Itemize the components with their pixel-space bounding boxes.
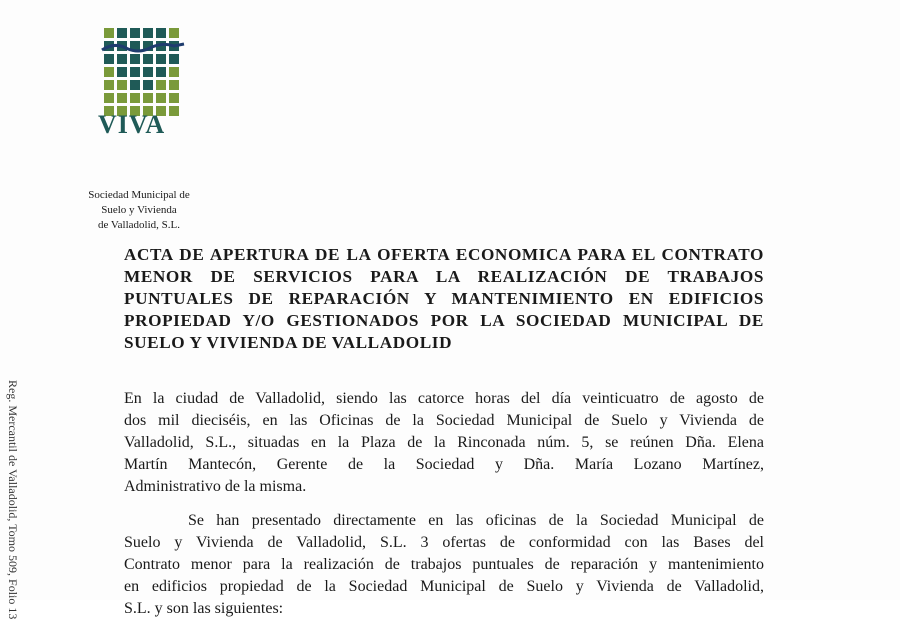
logo-tile: [117, 93, 127, 103]
logo-tile: [156, 28, 166, 38]
logo-tile: [156, 93, 166, 103]
logo-tile: [169, 93, 179, 103]
logo-tile: [169, 54, 179, 64]
title-line: MENOR DE SERVICIOS PARA LA REALIZACIÓN DE TRABAJOS: [124, 267, 764, 286]
logo-tile: [130, 67, 140, 77]
paragraph-meeting: [124, 388, 764, 498]
body-line: Contrato menor para la realización de trabajos puntuales de reparación y mantenimiento: [124, 556, 764, 573]
logo-tile: [130, 93, 140, 103]
logo-tile: [143, 54, 153, 64]
logo-tile: [104, 67, 114, 77]
logo-wordmark: VIVA: [98, 110, 166, 139]
logo-tile: [130, 80, 140, 90]
body-line: Se han presentado directamente en las oficinas de la Sociedad Municipal de: [188, 512, 764, 529]
logo-tile: [156, 80, 166, 90]
body-line: Martín Mantecón, Gerente de la Sociedad y Dña. María Lozano Martínez,: [124, 456, 764, 473]
title-line: PROPIEDAD Y/O GESTIONADOS POR LA SOCIEDAD MUNICIPAL DE: [124, 311, 764, 330]
document-body: [124, 388, 764, 632]
logo-tile: [143, 67, 153, 77]
body-line: Administrativo de la misma.: [124, 478, 307, 495]
logo-tile: [143, 80, 153, 90]
logo-tile: [130, 28, 140, 38]
document-title: [124, 244, 764, 354]
title-line: SUELO Y VIVIENDA DE VALLADOLID: [124, 333, 453, 352]
logo-tile: [104, 28, 114, 38]
logo-tile: [104, 80, 114, 90]
body-line: Suelo y Vivienda de Valladolid, S.L. 3 ofertas de conformidad con las Bases del: [124, 534, 764, 551]
logo-tile: [169, 80, 179, 90]
logo-tile: [143, 28, 153, 38]
side-registry-text: Reg. Mercantil de Valladolid, Tomo 509, Folio 13: [6, 380, 20, 620]
body-line: S.L. y son las siguientes:: [124, 600, 284, 617]
logo-grid-icon: [102, 26, 184, 106]
logo-subtitle-line: Suelo y Vivienda: [101, 204, 177, 216]
title-line: PUNTUALES DE REPARACIÓN Y MANTENIMIENTO EN EDIFICIOS: [124, 289, 764, 308]
logo-tile: [117, 67, 127, 77]
logo-tile: [169, 67, 179, 77]
body-line: Valladolid, S.L., situadas en la Plaza de la Rinconada núm. 5, se reúnen Dña. Elena: [124, 434, 764, 451]
paragraph-offers: [124, 510, 764, 620]
title-line: ACTA DE APERTURA DE LA OFERTA ECONOMICA PARA EL CONTRATO: [124, 245, 764, 264]
logo-tile: [156, 67, 166, 77]
body-line: dos mil dieciséis, en las Oficinas de la Sociedad Municipal de Suelo y Vivienda de: [124, 412, 764, 429]
logo-tile: [117, 54, 127, 64]
logo-tile: [156, 54, 166, 64]
body-line: En la ciudad de Valladolid, siendo las catorce horas del día veinticuatro de agosto de: [124, 390, 764, 407]
body-line: en edificios propiedad de la Sociedad Municipal de Suelo y Vivienda de Valladolid,: [124, 578, 764, 595]
logo-subtitle-line: de Valladolid, S.L.: [98, 219, 180, 231]
logo-grid-graphic: [102, 26, 184, 106]
side-registry-note: [6, 380, 26, 620]
logo-tile: [117, 80, 127, 90]
logo-tile: [104, 54, 114, 64]
logo-tile: [104, 93, 114, 103]
logo-tile: [117, 28, 127, 38]
logo-subtitle-line: Sociedad Municipal de: [88, 189, 190, 201]
logo-tile: [130, 54, 140, 64]
logo-subtitle: [84, 188, 194, 233]
logo-tile: [169, 28, 179, 38]
logo-tile: [169, 106, 179, 116]
logo-tile: [143, 93, 153, 103]
